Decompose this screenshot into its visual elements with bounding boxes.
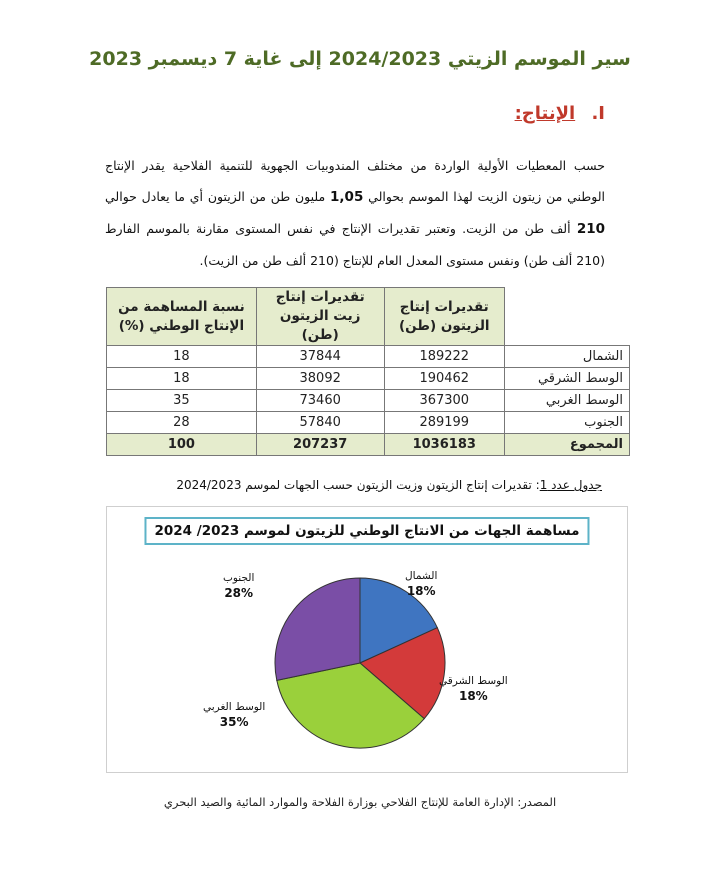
cell-olives: 367300 — [384, 390, 504, 412]
paragraph-value-2: 210 — [576, 221, 605, 237]
production-table — [106, 287, 630, 456]
label-south-name: الجنوب — [223, 572, 255, 584]
cell-share: 28 — [107, 412, 257, 434]
cell-oil: 38092 — [256, 368, 384, 390]
row-region: الجنوب — [505, 412, 630, 434]
col-header-oil: تقديرات إنتاج زيت الزيتون (طن) — [256, 288, 384, 346]
cell-oil: 73460 — [256, 390, 384, 412]
section-number: I. — [591, 103, 605, 124]
cell-olives: 189222 — [384, 346, 504, 368]
paragraph-value-1: 1,05 — [330, 189, 364, 205]
chart-title: مساهمة الجهات من الانتاج الوطني للزيتون لموسم 2023/ 2024 — [144, 517, 589, 545]
table-caption — [176, 478, 602, 492]
caption-text: : تقديرات إنتاج الزيتون وزيت الزيتون حسب الجهات لموسم 2024/2023 — [176, 478, 540, 492]
label-center-west-name: الوسط الغربي — [203, 701, 266, 713]
section-heading — [515, 103, 605, 124]
paragraph-part-3: ألف طن من الزيت. وتعتبر تقديرات الإنتاج في نفس المستوى مقارنة بالموسم الفارط (210 ألف طن) ونفس مستوى المعدل العام للإنتاج (210 ألف طن من الزيت). — [105, 221, 605, 268]
paragraph-part-2: مليون طن من الزيتون أي ما يعادل حوالي — [105, 189, 326, 204]
source-note: المصدر: الإدارة العامة للإنتاج الفلاحي بوزارة الفلاحة والموارد المائية والصيد البحري — [163, 795, 557, 809]
cell-olives: 190462 — [384, 368, 504, 390]
label-south-value: 28% — [224, 586, 254, 600]
row-region: الوسط الشرقي — [505, 368, 630, 390]
label-north — [405, 569, 437, 599]
table-row — [107, 346, 630, 368]
table-corner — [505, 288, 630, 346]
col-header-olives: تقديرات إنتاج الزيتون (طن) — [384, 288, 504, 346]
table-row — [107, 412, 630, 434]
slice-south — [275, 578, 360, 680]
label-center-east-value: 18% — [458, 689, 488, 703]
total-oil: 207237 — [256, 434, 384, 456]
row-region: الوسط الغربي — [505, 390, 630, 412]
label-south — [223, 571, 254, 601]
cell-share: 18 — [107, 346, 257, 368]
intro-paragraph — [105, 150, 605, 276]
section-label: الإنتاج: — [514, 103, 576, 124]
table-row — [107, 390, 630, 412]
col-header-share: نسبة المساهمة من الإنتاج الوطني (%) — [107, 288, 257, 346]
table-row — [107, 368, 630, 390]
cell-olives: 289199 — [384, 412, 504, 434]
cell-share: 18 — [107, 368, 257, 390]
pie-chart — [106, 506, 628, 773]
label-center-east — [439, 674, 508, 704]
page-title: سير الموسم الزيتي 2024/2023 إلى غاية 7 ديسمبر 2023 — [89, 48, 631, 70]
label-north-name: الشمال — [405, 570, 438, 582]
table-total-row — [107, 434, 630, 456]
label-north-value: 18% — [406, 584, 436, 598]
total-olives: 1036183 — [384, 434, 504, 456]
label-center-west-value: 35% — [219, 715, 249, 729]
total-share: 100 — [107, 434, 257, 456]
table-header-row — [107, 288, 630, 346]
cell-oil: 37844 — [256, 346, 384, 368]
label-center-east-name: الوسط الشرقي — [439, 675, 508, 687]
paragraph-part-1: حسب المعطيات الأولية الواردة من مختلف المندوبيات الجهوية للتنمية الفلاحية يقدر الإنتاج الوطني من زيتون الزيت لهذا الموسم بحوالي — [105, 158, 605, 204]
pie-svg — [107, 507, 627, 772]
caption-ref: جدول عدد 1 — [539, 478, 602, 492]
cell-share: 35 — [107, 390, 257, 412]
row-region: الشمال — [505, 346, 630, 368]
cell-oil: 57840 — [256, 412, 384, 434]
label-center-west — [203, 700, 265, 730]
total-label: المجموع — [505, 434, 630, 456]
